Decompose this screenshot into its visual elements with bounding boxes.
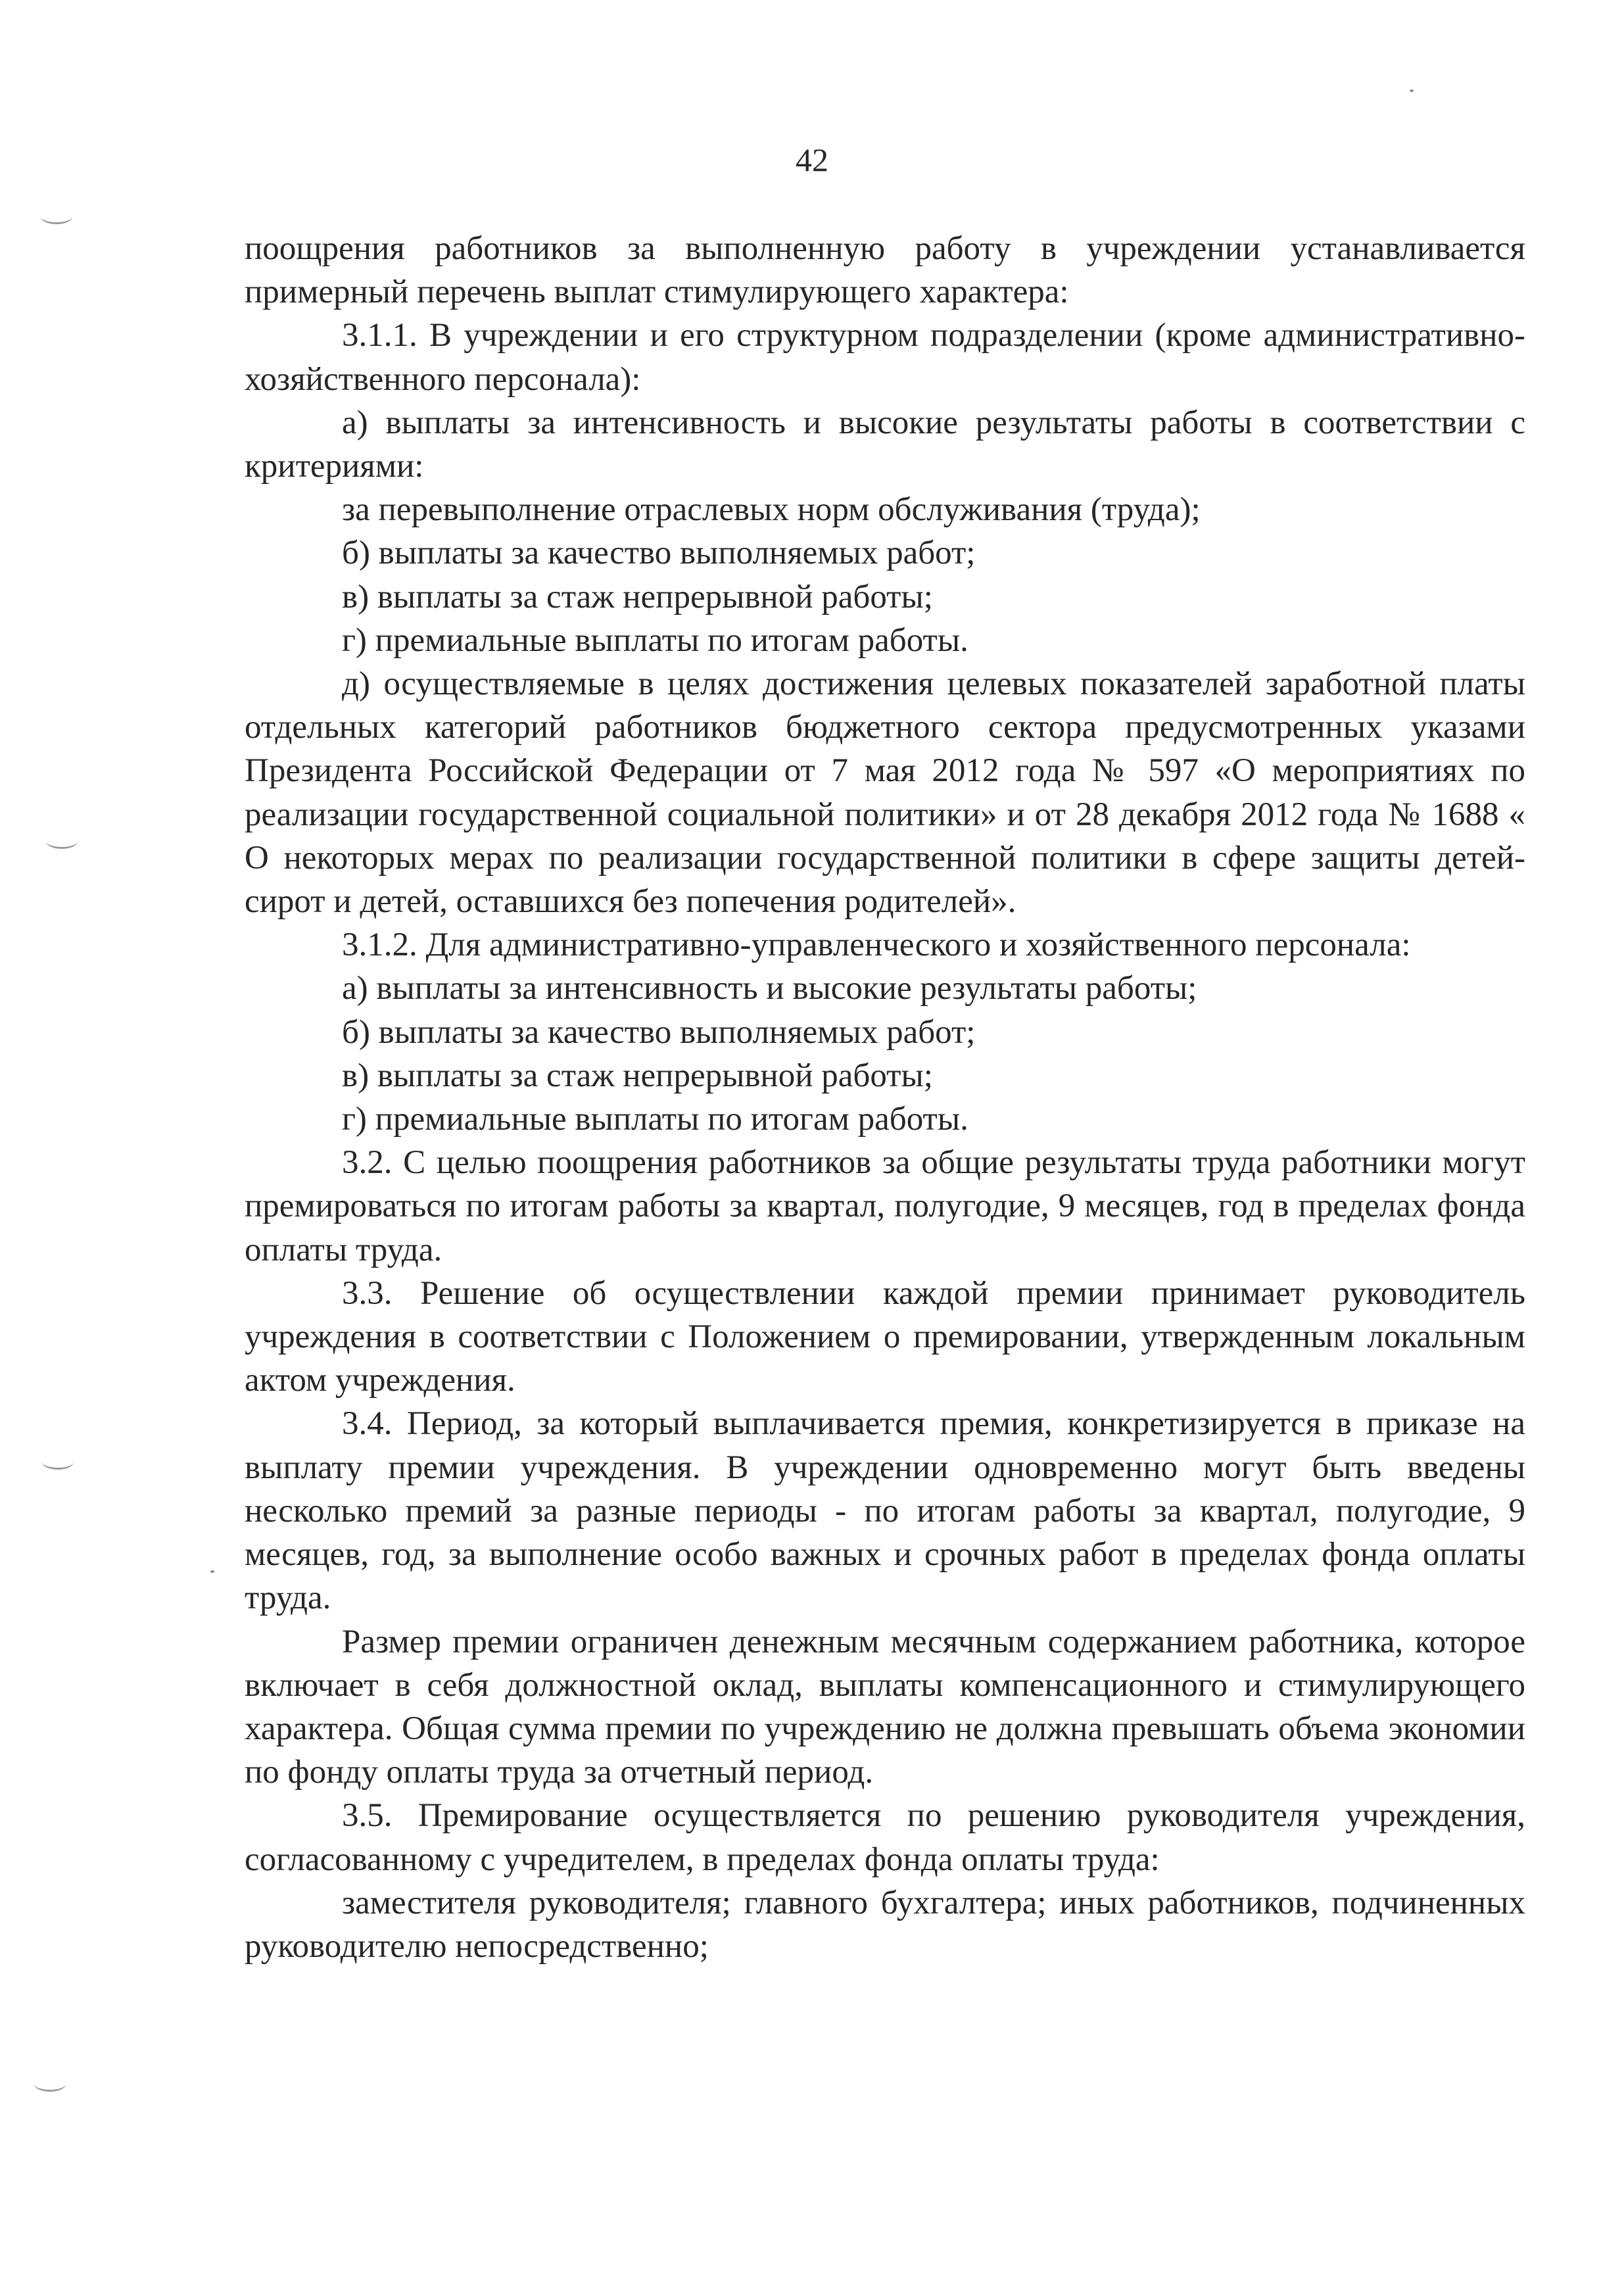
list-item: за перевыполнение отраслевых норм обслуживания (труда); <box>342 491 1201 529</box>
document-body <box>245 227 1525 1968</box>
scan-speck <box>1410 89 1414 92</box>
list-item: б) выплаты за качество выполняемых работ; <box>342 1013 976 1051</box>
paragraph: 3.3. Решение об осуществлении каждой премии принимает руководитель учреждения в соответствии с Положением о премировании, утвержденным локальным актом учреждения. <box>245 1274 1525 1399</box>
punch-hole-mark <box>42 1455 74 1470</box>
paragraph: 3.5. Премирование осуществляется по решению руководителя учреждения, согласованному с учредителем, в пределах фонда оплаты труда: <box>245 1797 1525 1878</box>
paragraph: 3.1.1. В учреждении и его структурном подразделении (кроме административно-хозяйственного персонала): <box>245 317 1525 398</box>
scan-speck <box>210 1570 214 1573</box>
page-number: 42 <box>796 141 828 178</box>
list-item: г) премиальные выплаты по итогам работы. <box>342 621 968 659</box>
list-item: б) выплаты за качество выполняемых работ; <box>342 535 976 572</box>
paragraph: а) выплаты за интенсивность и высокие результаты работы в соответствии с критериями: <box>245 404 1525 485</box>
paragraph: Размер премии ограничен денежным месячным содержанием работника, которое включает в себя должностной оклад, выплаты компенсационного и стимулирующего характера. Общая сумма премии по учреждению не должна превышать объема экономии по фонду оплаты труда за отчетный период. <box>245 1623 1525 1791</box>
list-item: в) выплаты за стаж непрерывной работы; <box>342 578 933 615</box>
paragraph: заместителя руководителя; главного бухгалтера; иных работников, подчиненных руководителю непосредственно; <box>245 1884 1525 1965</box>
punch-hole-mark <box>46 834 78 849</box>
list-item: а) выплаты за интенсивность и высокие результаты работы; <box>342 970 1197 1007</box>
paragraph: поощрения работников за выполненную работу в учреждении устанавливается примерный перечень выплат стимулирующего характера: <box>245 230 1525 311</box>
punch-hole-mark <box>41 209 72 224</box>
list-item: г) премиальные выплаты по итогам работы. <box>342 1101 968 1138</box>
paragraph: д) осуществляемые в целях достижения целевых показателей заработной платы отдельных категорий работников бюджетного сектора предусмотренных указами Президента Российской Федерации от 7 мая 2012 года № 597 «О мероприятиях по реализации государственной социальной политики» и от 28 декабря 2012 года № 1688 « О некоторых мерах по реализации государственной политики в сфере защиты детей-сирот и детей, оставшихся без попечения родителей». <box>245 665 1525 921</box>
punch-hole-mark <box>34 2077 66 2092</box>
paragraph: 3.1.2. Для административно-управленческого и хозяйственного персонала: <box>342 927 1411 964</box>
paragraph: 3.2. С целью поощрения работников за общие результаты труда работники могут премироваться по итогам работы за квартал, полугодие, 9 месяцев, год в пределах фонда оплаты труда. <box>245 1144 1525 1268</box>
paragraph: 3.4. Период, за который выплачивается премия, конкретизируется в приказе на выплату премии учреждения. В учреждении одновременно могут быть введены несколько премий за разные периоды - по итогам работы за квартал, полугодие, 9 месяцев, год, за выполнение особо важных и срочных работ в пределах фонда оплаты труда. <box>245 1405 1525 1617</box>
list-item: в) выплаты за стаж непрерывной работы; <box>342 1057 933 1094</box>
